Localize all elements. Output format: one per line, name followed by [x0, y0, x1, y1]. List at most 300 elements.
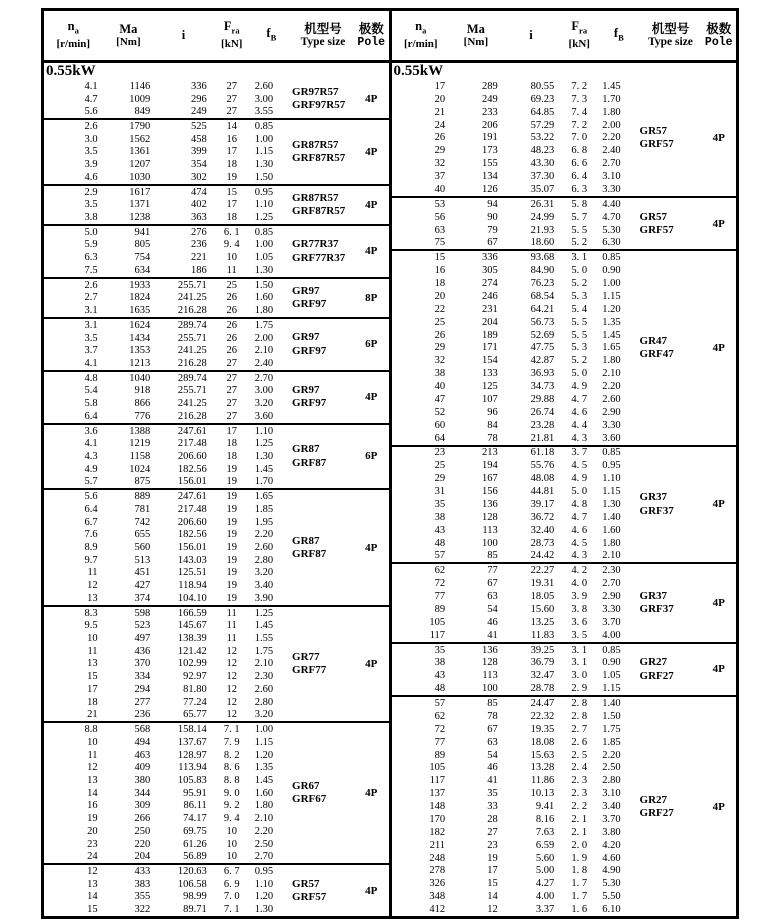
table-row: [392, 157, 737, 170]
fb-value: 4.90: [602, 865, 621, 877]
i-value: 5.60: [535, 852, 555, 864]
i-value: 61.26: [183, 838, 207, 850]
na-value: 412: [429, 904, 446, 916]
na-value: 15: [87, 904, 98, 916]
ma-value: 523: [134, 620, 151, 632]
ma-value: 107: [481, 393, 498, 405]
fra-value: 19: [226, 476, 237, 488]
fra-value: 19: [226, 554, 237, 566]
i-value: 47.75: [530, 342, 555, 354]
i-value: 55.76: [530, 460, 555, 472]
fb-value: 1.75: [254, 645, 274, 657]
ma-value: 289: [481, 80, 498, 92]
col-header-pole: 极数 Pole: [704, 21, 733, 49]
fra-value: 19: [226, 171, 237, 183]
fra-value: 4. 7: [571, 393, 588, 405]
fra-value: 2. 8: [571, 710, 588, 722]
i-value: 3.37: [535, 904, 555, 916]
col-header-type-size: 机型号 Type size: [648, 21, 693, 48]
fb-value: 1.65: [602, 342, 621, 354]
table-row: [44, 878, 389, 891]
ma-value: 1158: [129, 450, 151, 462]
table-row: [44, 579, 389, 592]
na-value: 3.1: [84, 305, 98, 317]
table-section: [392, 80, 737, 198]
pole-label: 4P: [712, 498, 725, 511]
i-value: 206.60: [177, 450, 207, 462]
ma-value: 206: [481, 119, 498, 131]
na-value: 9.5: [84, 620, 98, 632]
fra-value: 8. 6: [223, 762, 240, 774]
ma-value: 236: [134, 709, 151, 721]
ma-value: 598: [134, 607, 151, 619]
fra-value: 9. 4: [223, 813, 240, 825]
pole-label: 4P: [365, 145, 378, 158]
ma-value: 85: [487, 698, 498, 710]
type-size-label: GR97 GRF97: [292, 331, 327, 357]
na-value: 29: [434, 145, 446, 157]
fb-value: 2.60: [254, 80, 274, 92]
table-row: [392, 498, 737, 511]
i-value: 42.87: [530, 355, 555, 367]
fb-value: 4.40: [602, 198, 621, 210]
ma-value: 23: [487, 839, 498, 851]
table-body-left: [44, 80, 389, 916]
fra-value: 12: [226, 683, 237, 695]
table-row: [392, 749, 737, 762]
fb-value: 6.30: [602, 237, 621, 249]
fra-value: 27: [226, 410, 237, 422]
i-value: 52.69: [530, 329, 555, 341]
fb-value: 1.05: [254, 252, 274, 264]
fb-value: 2.20: [254, 529, 274, 541]
table-row: [44, 850, 389, 863]
fra-value: 4. 7: [571, 511, 588, 523]
i-value: 36.79: [530, 657, 555, 669]
na-value: 38: [434, 511, 446, 523]
fb-value: 2.20: [254, 825, 274, 837]
fb-value: 1.00: [602, 278, 621, 290]
i-value: 221: [191, 252, 207, 264]
ma-value: 27: [487, 826, 498, 838]
fb-value: 1.45: [254, 620, 274, 632]
na-value: 4.9: [84, 463, 98, 475]
fra-value: 26: [226, 292, 237, 304]
na-value: 13: [87, 658, 98, 670]
pole-label: 4P: [712, 663, 725, 676]
i-value: 236: [191, 239, 207, 251]
table-row: [44, 503, 389, 516]
fra-value: 7. 9: [223, 736, 240, 748]
ma-value: 494: [134, 736, 151, 748]
fra-value: 26: [226, 319, 237, 331]
table-row: [392, 472, 737, 485]
fra-value: 2. 7: [571, 723, 588, 735]
i-value: 22.32: [530, 710, 555, 722]
table-row: [392, 564, 737, 577]
i-value: 255.71: [177, 385, 207, 397]
ma-value: 463: [134, 749, 151, 761]
fb-value: 3.20: [254, 567, 274, 579]
na-value: 60: [434, 419, 446, 431]
fb-value: 3.70: [602, 813, 621, 825]
fra-value: 17: [226, 425, 237, 437]
na-value: 3.1: [84, 319, 98, 331]
table-row: [392, 723, 737, 736]
fb-value: 1.25: [254, 212, 274, 224]
fra-value: 26: [226, 332, 237, 344]
fb-value: 1.30: [254, 159, 274, 171]
fra-value: 7. 0: [571, 132, 588, 144]
ma-value: 220: [134, 838, 151, 850]
fb-value: 5.30: [602, 878, 621, 890]
na-value: 12: [87, 865, 98, 877]
ma-value: 875: [134, 476, 151, 488]
ma-value: 54: [487, 749, 498, 761]
table-row: [44, 865, 389, 878]
table-row: [44, 736, 389, 749]
na-value: 13: [87, 592, 98, 604]
table-row: [392, 251, 737, 264]
fb-value: 2.20: [602, 749, 621, 761]
ma-value: 126: [481, 183, 498, 195]
i-value: 13.28: [530, 762, 555, 774]
fb-value: 2.70: [602, 158, 621, 170]
i-value: 4.00: [535, 891, 555, 903]
table-row: [392, 657, 737, 670]
i-value: 145.67: [177, 620, 207, 632]
na-value: 77: [434, 591, 446, 603]
fra-value: 8. 8: [223, 774, 240, 786]
table-row: [44, 774, 389, 787]
ma-value: 19: [487, 852, 498, 864]
fb-value: 2.10: [602, 368, 621, 380]
fb-value: 2.20: [602, 132, 621, 144]
ma-value: 433: [134, 865, 151, 877]
table-row: [392, 590, 737, 603]
pole-label: 4P: [365, 787, 378, 800]
pole-label: 4P: [365, 541, 378, 554]
fra-value: 2. 9: [571, 683, 588, 695]
fra-value: 7. 1: [223, 904, 240, 916]
table-row: [44, 800, 389, 813]
fb-value: 3.10: [602, 171, 621, 183]
ma-value: 889: [134, 491, 151, 503]
ma-value: 128: [481, 657, 498, 669]
type-size-label: GR87R57 GRF87R57: [292, 191, 346, 217]
table-row: [44, 372, 389, 385]
type-size-label: GR87 GRF87: [292, 443, 327, 469]
fb-value: 1.05: [602, 670, 621, 682]
na-value: 3.5: [84, 199, 98, 211]
fb-value: 1.80: [254, 800, 274, 812]
fra-value: 11: [226, 607, 237, 619]
fra-value: 6. 4: [571, 171, 588, 183]
table-row: [44, 463, 389, 476]
table-row: [392, 710, 737, 723]
i-value: 28.78: [530, 683, 555, 695]
type-size-label: GR87 GRF87: [292, 534, 327, 560]
fra-value: 4. 5: [571, 537, 588, 549]
pole-label: 4P: [712, 800, 725, 813]
na-value: 72: [434, 723, 446, 735]
fra-value: 10: [226, 851, 237, 863]
col-header-i: i: [181, 28, 186, 42]
fra-value: 16: [226, 133, 237, 145]
ma-value: 231: [481, 303, 498, 315]
fb-value: 1.10: [254, 425, 274, 437]
table-row: [392, 826, 737, 839]
ma-value: 63: [487, 591, 498, 603]
ma-value: 100: [481, 537, 498, 549]
ma-value: 1353: [129, 345, 151, 357]
fra-value: 19: [226, 463, 237, 475]
i-value: 474: [191, 186, 207, 198]
fb-value: 4.70: [602, 211, 621, 223]
fra-value: 10: [226, 825, 237, 837]
table-row: [44, 696, 389, 709]
i-value: 182.56: [177, 529, 207, 541]
col-header-na: $n_a$ [r/min]: [403, 19, 438, 50]
ma-value: 1040: [129, 372, 151, 384]
i-value: 19.31: [530, 578, 555, 590]
fra-value: 2. 8: [571, 698, 588, 710]
ma-value: 213: [481, 447, 498, 459]
table-row: [392, 890, 737, 903]
fb-value: 1.80: [602, 355, 621, 367]
i-value: 241.25: [177, 292, 207, 304]
table-row: [44, 490, 389, 503]
ma-value: 96: [487, 406, 498, 418]
table-row: [392, 393, 737, 406]
fra-value: 19: [226, 580, 237, 592]
fb-value: 2.00: [254, 332, 274, 344]
fra-value: 3. 1: [571, 644, 588, 656]
na-value: 3.0: [84, 133, 98, 145]
i-value: 86.11: [183, 800, 207, 812]
table-row: [392, 524, 737, 537]
i-value: 69.75: [183, 825, 207, 837]
fra-value: 17: [226, 146, 237, 158]
ma-value: 305: [481, 265, 498, 277]
fra-value: 4. 6: [571, 524, 588, 536]
na-value: 18: [434, 278, 446, 290]
na-value: 15: [434, 252, 446, 264]
table-row: [44, 554, 389, 567]
table-row: [44, 787, 389, 800]
ma-value: 41: [487, 775, 498, 787]
type-size-label: GR77R37 GRF77R37: [292, 238, 346, 264]
fra-value: 4. 9: [571, 381, 588, 393]
i-value: 158.14: [177, 724, 207, 736]
pole-label: 4P: [365, 93, 378, 106]
fra-value: 11: [226, 620, 237, 632]
i-value: 289.74: [177, 319, 207, 331]
na-value: 25: [434, 460, 446, 472]
fb-value: 0.90: [602, 657, 621, 669]
fb-value: 1.25: [254, 607, 274, 619]
table-section: [44, 226, 389, 279]
i-value: 216.28: [177, 357, 207, 369]
na-value: 2.6: [84, 121, 98, 133]
fra-value: 4. 6: [571, 406, 588, 418]
fb-value: 1.30: [254, 264, 274, 276]
i-value: 241.25: [177, 398, 207, 410]
fb-value: 2.10: [254, 345, 274, 357]
ma-value: 85: [487, 550, 498, 562]
na-value: 137: [429, 788, 446, 800]
i-value: 102.99: [177, 658, 207, 670]
fb-value: 2.10: [254, 813, 274, 825]
table-row: [392, 903, 737, 916]
fra-value: 3. 9: [571, 591, 588, 603]
fb-value: 3.55: [254, 106, 274, 118]
table-row: [44, 437, 389, 450]
i-value: 35.07: [530, 183, 555, 195]
fb-value: 2.80: [254, 696, 274, 708]
ma-value: 849: [134, 106, 151, 118]
i-value: 24.47: [530, 698, 555, 710]
fra-value: 6. 3: [571, 183, 588, 195]
na-value: 16: [87, 800, 98, 812]
fb-value: 2.60: [254, 542, 274, 554]
ma-value: 204: [481, 316, 498, 328]
i-value: 61.18: [530, 447, 555, 459]
i-value: 137.67: [177, 736, 207, 748]
i-value: 74.17: [183, 813, 207, 825]
table-row: [392, 224, 737, 237]
fb-value: 1.60: [254, 292, 274, 304]
ma-value: 204: [134, 851, 151, 863]
i-value: 217.48: [177, 438, 207, 450]
pole-label: 6P: [365, 450, 378, 463]
fb-value: 3.10: [602, 788, 621, 800]
na-value: 48: [434, 537, 446, 549]
fb-value: 3.20: [254, 398, 274, 410]
na-value: 4.1: [84, 80, 98, 92]
fra-value: 19: [226, 542, 237, 554]
table-row: [392, 367, 737, 380]
table-row: [44, 385, 389, 398]
fra-value: 3. 1: [571, 657, 588, 669]
na-value: 4.6: [84, 171, 98, 183]
na-value: 248: [429, 852, 446, 864]
i-value: 56.73: [530, 316, 555, 328]
i-value: 80.55: [530, 80, 555, 92]
i-value: 255.71: [177, 332, 207, 344]
ma-value: 154: [481, 355, 498, 367]
table-row: [392, 170, 737, 183]
ma-value: 1219: [129, 438, 151, 450]
table-row: [392, 93, 737, 106]
na-value: 20: [434, 93, 446, 105]
i-value: 128.97: [177, 749, 207, 761]
fra-value: 7. 1: [223, 724, 240, 736]
i-value: 32.47: [530, 670, 555, 682]
na-value: 48: [434, 683, 446, 695]
i-value: 104.10: [177, 592, 207, 604]
ma-value: 1371: [129, 199, 151, 211]
fb-value: 1.80: [602, 537, 621, 549]
ma-value: 125: [481, 381, 498, 393]
table-row: [392, 787, 737, 800]
fb-value: 1.35: [602, 316, 621, 328]
na-value: 75: [434, 237, 446, 249]
ma-value: 1933: [129, 279, 151, 291]
fb-value: 0.95: [254, 186, 274, 198]
i-value: 13.25: [530, 616, 555, 628]
type-size-label: GR97 GRF97: [292, 384, 327, 410]
na-value: 170: [429, 813, 446, 825]
table-row: [392, 877, 737, 890]
i-value: 125.51: [177, 567, 207, 579]
ma-value: 171: [481, 342, 498, 354]
i-value: 113.94: [178, 762, 207, 774]
fb-value: 1.85: [602, 736, 621, 748]
i-value: 56.89: [183, 851, 207, 863]
na-value: 10: [87, 736, 98, 748]
table-row: [392, 697, 737, 710]
fra-value: 12: [226, 709, 237, 721]
table-row: [44, 592, 389, 605]
fra-value: 12: [226, 696, 237, 708]
na-value: 5.9: [84, 239, 98, 251]
table-row: [392, 550, 737, 563]
na-value: 32: [434, 355, 446, 367]
na-value: 3.8: [84, 212, 98, 224]
i-value: 11.83: [531, 629, 555, 641]
table-section: [44, 120, 389, 186]
fra-value: 27: [226, 398, 237, 410]
type-size-label: GR47 GRF47: [639, 334, 674, 360]
i-value: 247.61: [177, 491, 207, 503]
fb-value: 0.95: [254, 865, 274, 877]
table-section: [44, 186, 389, 226]
fb-value: 1.85: [254, 503, 274, 515]
fb-value: 2.40: [602, 145, 621, 157]
fb-value: 1.00: [254, 239, 274, 251]
ma-value: 1617: [129, 186, 151, 198]
i-value: 21.93: [530, 224, 555, 236]
table-row: [44, 891, 389, 904]
fb-value: 6.10: [602, 904, 621, 916]
table-row: [44, 171, 389, 184]
na-value: 6.7: [84, 516, 98, 528]
fra-value: 4. 9: [571, 473, 588, 485]
na-value: 72: [434, 578, 446, 590]
fb-value: 3.30: [602, 419, 621, 431]
table-row: [392, 183, 737, 196]
table-row: [44, 226, 389, 239]
fra-value: 11: [226, 633, 237, 645]
fb-value: 1.20: [254, 891, 274, 903]
fb-value: 0.85: [602, 644, 621, 656]
fra-value: 5. 5: [571, 224, 588, 236]
i-value: 156.01: [177, 476, 207, 488]
i-value: 18.60: [530, 237, 555, 249]
na-value: 47: [434, 393, 446, 405]
na-value: 16: [434, 265, 446, 277]
fb-value: 3.00: [254, 93, 274, 105]
na-value: 7.5: [84, 264, 98, 276]
na-value: 11: [87, 645, 98, 657]
i-value: 10.13: [530, 788, 555, 800]
ma-value: 250: [134, 825, 151, 837]
na-value: 31: [434, 486, 446, 498]
ma-value: 380: [134, 774, 151, 786]
i-value: 18.08: [530, 736, 555, 748]
na-value: 89: [434, 749, 446, 761]
